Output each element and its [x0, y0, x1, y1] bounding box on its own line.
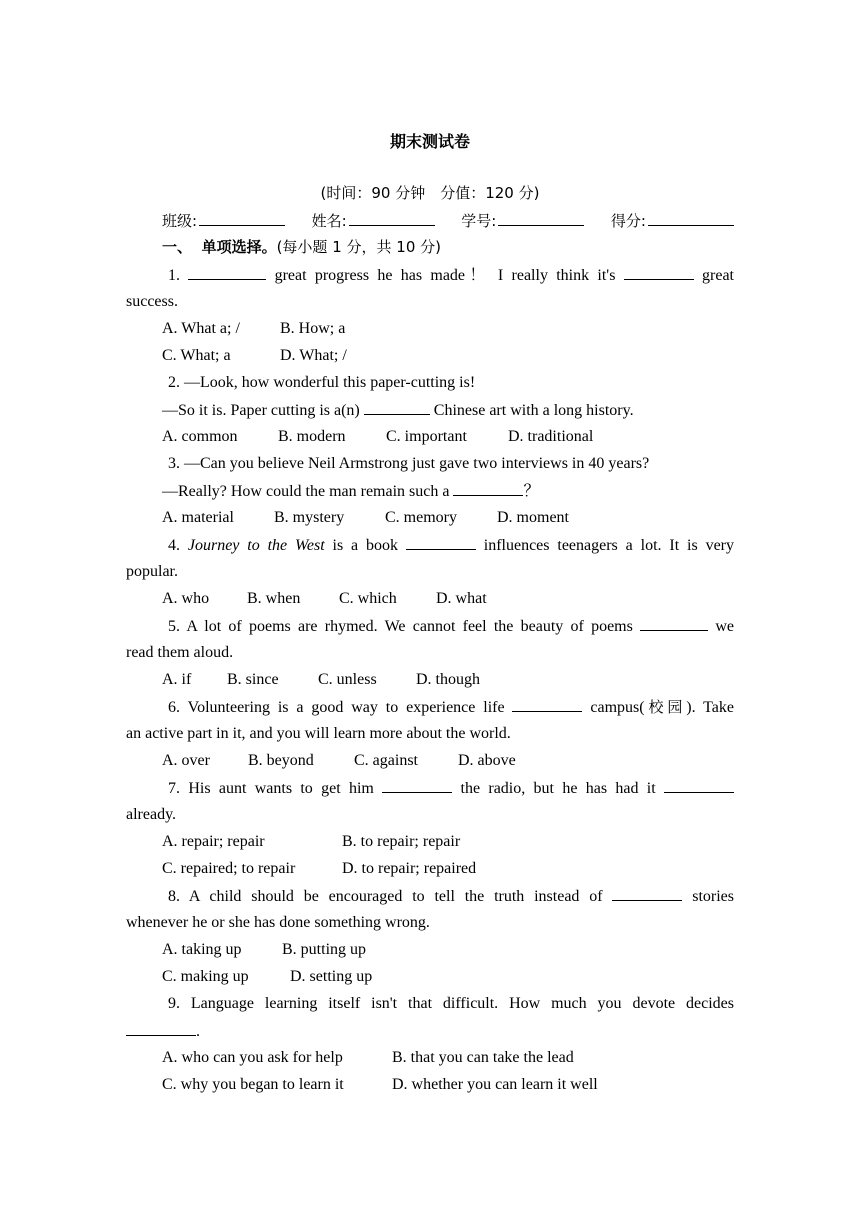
q7-blank-2[interactable]: [664, 778, 734, 793]
q8-text-end: stories: [682, 888, 734, 905]
question-9-options-row-1: [162, 1048, 734, 1068]
name-label: 姓名:: [311, 212, 347, 230]
q6-chinese-gloss: 校园: [644, 698, 687, 716]
q3-option-b[interactable]: B. mystery: [274, 509, 345, 526]
q7-option-c[interactable]: C. repaired; to repair: [162, 860, 296, 877]
q1-text: great progress he has made！ I really think it's: [266, 267, 624, 284]
number-blank[interactable]: [498, 211, 584, 226]
q4-number: 4.: [168, 537, 188, 554]
q1-number: 1.: [168, 267, 189, 284]
q1-option-c[interactable]: C. What; a: [162, 347, 231, 364]
q9-option-d[interactable]: D. whether you can learn it well: [392, 1076, 598, 1093]
question-6-line-1: [168, 697, 734, 717]
q9-option-b[interactable]: B. that you can take the lead: [392, 1049, 574, 1066]
question-4-options: [162, 589, 734, 609]
section-title: 单项选择。: [201, 238, 277, 256]
number-label: 学号:: [461, 212, 497, 230]
q9-option-a[interactable]: A. who can you ask for help: [162, 1049, 343, 1066]
q8-text: 8. A child should be encouraged to tell the truth instead of: [168, 888, 613, 905]
q4-option-a[interactable]: A. who: [162, 590, 210, 607]
question-7-line-2: already.: [126, 806, 177, 823]
q4-blank[interactable]: [406, 535, 476, 550]
question-1-line-1: [168, 265, 734, 285]
q5-text: 5. A lot of poems are rhymed. We cannot feel the beauty of poems: [168, 618, 641, 635]
q7-text-mid: the radio, but he has had it: [452, 780, 664, 797]
question-5-options: [162, 670, 734, 690]
q4-text: is a book: [324, 537, 406, 554]
q7-blank-1[interactable]: [382, 778, 452, 793]
q1-option-d[interactable]: D. What; /: [280, 347, 347, 364]
q1-blank-1[interactable]: [188, 265, 266, 280]
question-3-line-1: 3. —Can you believe Neil Armstrong just gave two interviews in 40 years?: [168, 455, 650, 472]
q8-option-b[interactable]: B. putting up: [282, 941, 367, 958]
q4-option-c[interactable]: C. which: [339, 590, 397, 607]
q5-option-a[interactable]: A. if: [162, 671, 192, 688]
page-title: 期末测试卷: [389, 132, 470, 151]
exam-meta: (时间：90 分钟 分值：120 分): [320, 184, 540, 202]
question-3-options: [162, 508, 734, 528]
section-heading: [162, 237, 734, 257]
question-6-line-2: an active part in it, and you will learn more about the world.: [126, 725, 511, 742]
q2-option-c[interactable]: C. important: [386, 428, 467, 445]
question-4-line-2: popular.: [126, 563, 178, 580]
q4-option-d[interactable]: D. what: [436, 590, 487, 607]
q8-option-d[interactable]: D. setting up: [290, 968, 373, 985]
q4-text-end: influences teenagers a lot. It is very: [475, 537, 734, 554]
class-blank[interactable]: [199, 211, 285, 226]
q1-option-a[interactable]: A. What a; /: [162, 320, 240, 337]
q1-text-end: great: [693, 267, 734, 284]
q9-option-c[interactable]: C. why you began to learn it: [162, 1076, 344, 1093]
number-field: [461, 211, 584, 231]
q5-option-d[interactable]: D. though: [416, 671, 480, 688]
question-5-line-1: [168, 616, 734, 636]
q4-option-b[interactable]: B. when: [247, 590, 301, 607]
question-7-options-row-2: [162, 859, 734, 879]
q7-option-d[interactable]: D. to repair; repaired: [342, 860, 477, 877]
q3-blank[interactable]: [453, 481, 523, 496]
q8-blank[interactable]: [612, 886, 682, 901]
q2-option-b[interactable]: B. modern: [278, 428, 346, 445]
q3-text-end: ？: [523, 483, 540, 500]
question-9-options-row-2: [162, 1075, 734, 1095]
q7-text: 7. His aunt wants to get him: [168, 780, 383, 797]
question-2-line-2: [162, 400, 734, 420]
question-9-line-1: 9. Language learning itself isn't that difficult. How much you devote decides: [168, 995, 734, 1012]
question-6-options: [162, 751, 734, 771]
q6-text: 6. Volunteering is a good way to experience life: [168, 699, 513, 716]
name-blank[interactable]: [349, 211, 435, 226]
question-3-line-2: [162, 481, 734, 501]
score-blank[interactable]: [648, 211, 734, 226]
q9-blank[interactable]: [126, 1021, 196, 1036]
q7-option-a[interactable]: A. repair; repair: [162, 833, 265, 850]
q9-text-end: .: [196, 1023, 200, 1040]
score-label: 得分:: [610, 212, 646, 230]
name-field: [312, 211, 435, 231]
q3-text: —Really? How could the man remain such a: [162, 483, 454, 500]
q2-option-a[interactable]: A. common: [162, 428, 238, 445]
question-8-line-1: [168, 886, 734, 906]
q3-option-a[interactable]: A. material: [162, 509, 234, 526]
section-note: (每小题 1 分，共 10 分): [276, 238, 441, 256]
q5-blank[interactable]: [640, 616, 708, 631]
q5-option-c[interactable]: C. unless: [318, 671, 377, 688]
question-1-options-row-1: [162, 319, 734, 339]
question-4-line-1: [168, 535, 734, 555]
q2-text: —So it is. Paper cutting is a(n): [162, 402, 364, 419]
q1-blank-2[interactable]: [624, 265, 694, 280]
q6-text-mid: campus(: [582, 699, 645, 716]
question-1-options-row-2: [162, 346, 734, 366]
q6-option-d[interactable]: D. above: [458, 752, 516, 769]
q5-option-b[interactable]: B. since: [227, 671, 279, 688]
q3-option-d[interactable]: D. moment: [497, 509, 569, 526]
q4-book-title: Journey to the West: [187, 537, 325, 554]
question-7-options-row-1: [162, 832, 734, 852]
q6-option-a[interactable]: A. over: [162, 752, 210, 769]
q2-blank[interactable]: [364, 400, 430, 415]
q7-option-b[interactable]: B. to repair; repair: [342, 833, 461, 850]
question-1-line-2: success.: [126, 293, 178, 310]
question-8-line-2: whenever he or she has done something wrong.: [126, 914, 430, 931]
q8-option-a[interactable]: A. taking up: [162, 941, 242, 958]
q2-text-end: Chinese art with a long history.: [429, 402, 634, 419]
q6-option-b[interactable]: B. beyond: [248, 752, 314, 769]
class-field: [162, 211, 285, 231]
section-number: 一、: [162, 238, 193, 256]
q5-text-end: we: [708, 618, 735, 635]
student-info-row: [162, 211, 734, 231]
question-9-line-2: [126, 1021, 734, 1041]
question-8-options-row-1: [162, 940, 734, 960]
q1-option-b[interactable]: B. How; a: [280, 320, 346, 337]
question-7-line-1: [168, 778, 734, 798]
q6-option-c[interactable]: C. against: [354, 752, 418, 769]
q2-option-d[interactable]: D. traditional: [508, 428, 594, 445]
question-2-line-1: 2. —Look, how wonderful this paper-cutting is!: [168, 374, 476, 391]
question-8-options-row-2: [162, 967, 734, 987]
question-2-options: [162, 427, 734, 447]
score-field: [611, 211, 734, 231]
q6-blank[interactable]: [512, 697, 582, 712]
q6-text-end: ). Take: [686, 699, 735, 716]
question-5-line-2: read them aloud.: [126, 644, 234, 661]
q3-option-c[interactable]: C. memory: [385, 509, 457, 526]
q8-option-c[interactable]: C. making up: [162, 968, 249, 985]
class-label: 班级:: [162, 212, 198, 230]
